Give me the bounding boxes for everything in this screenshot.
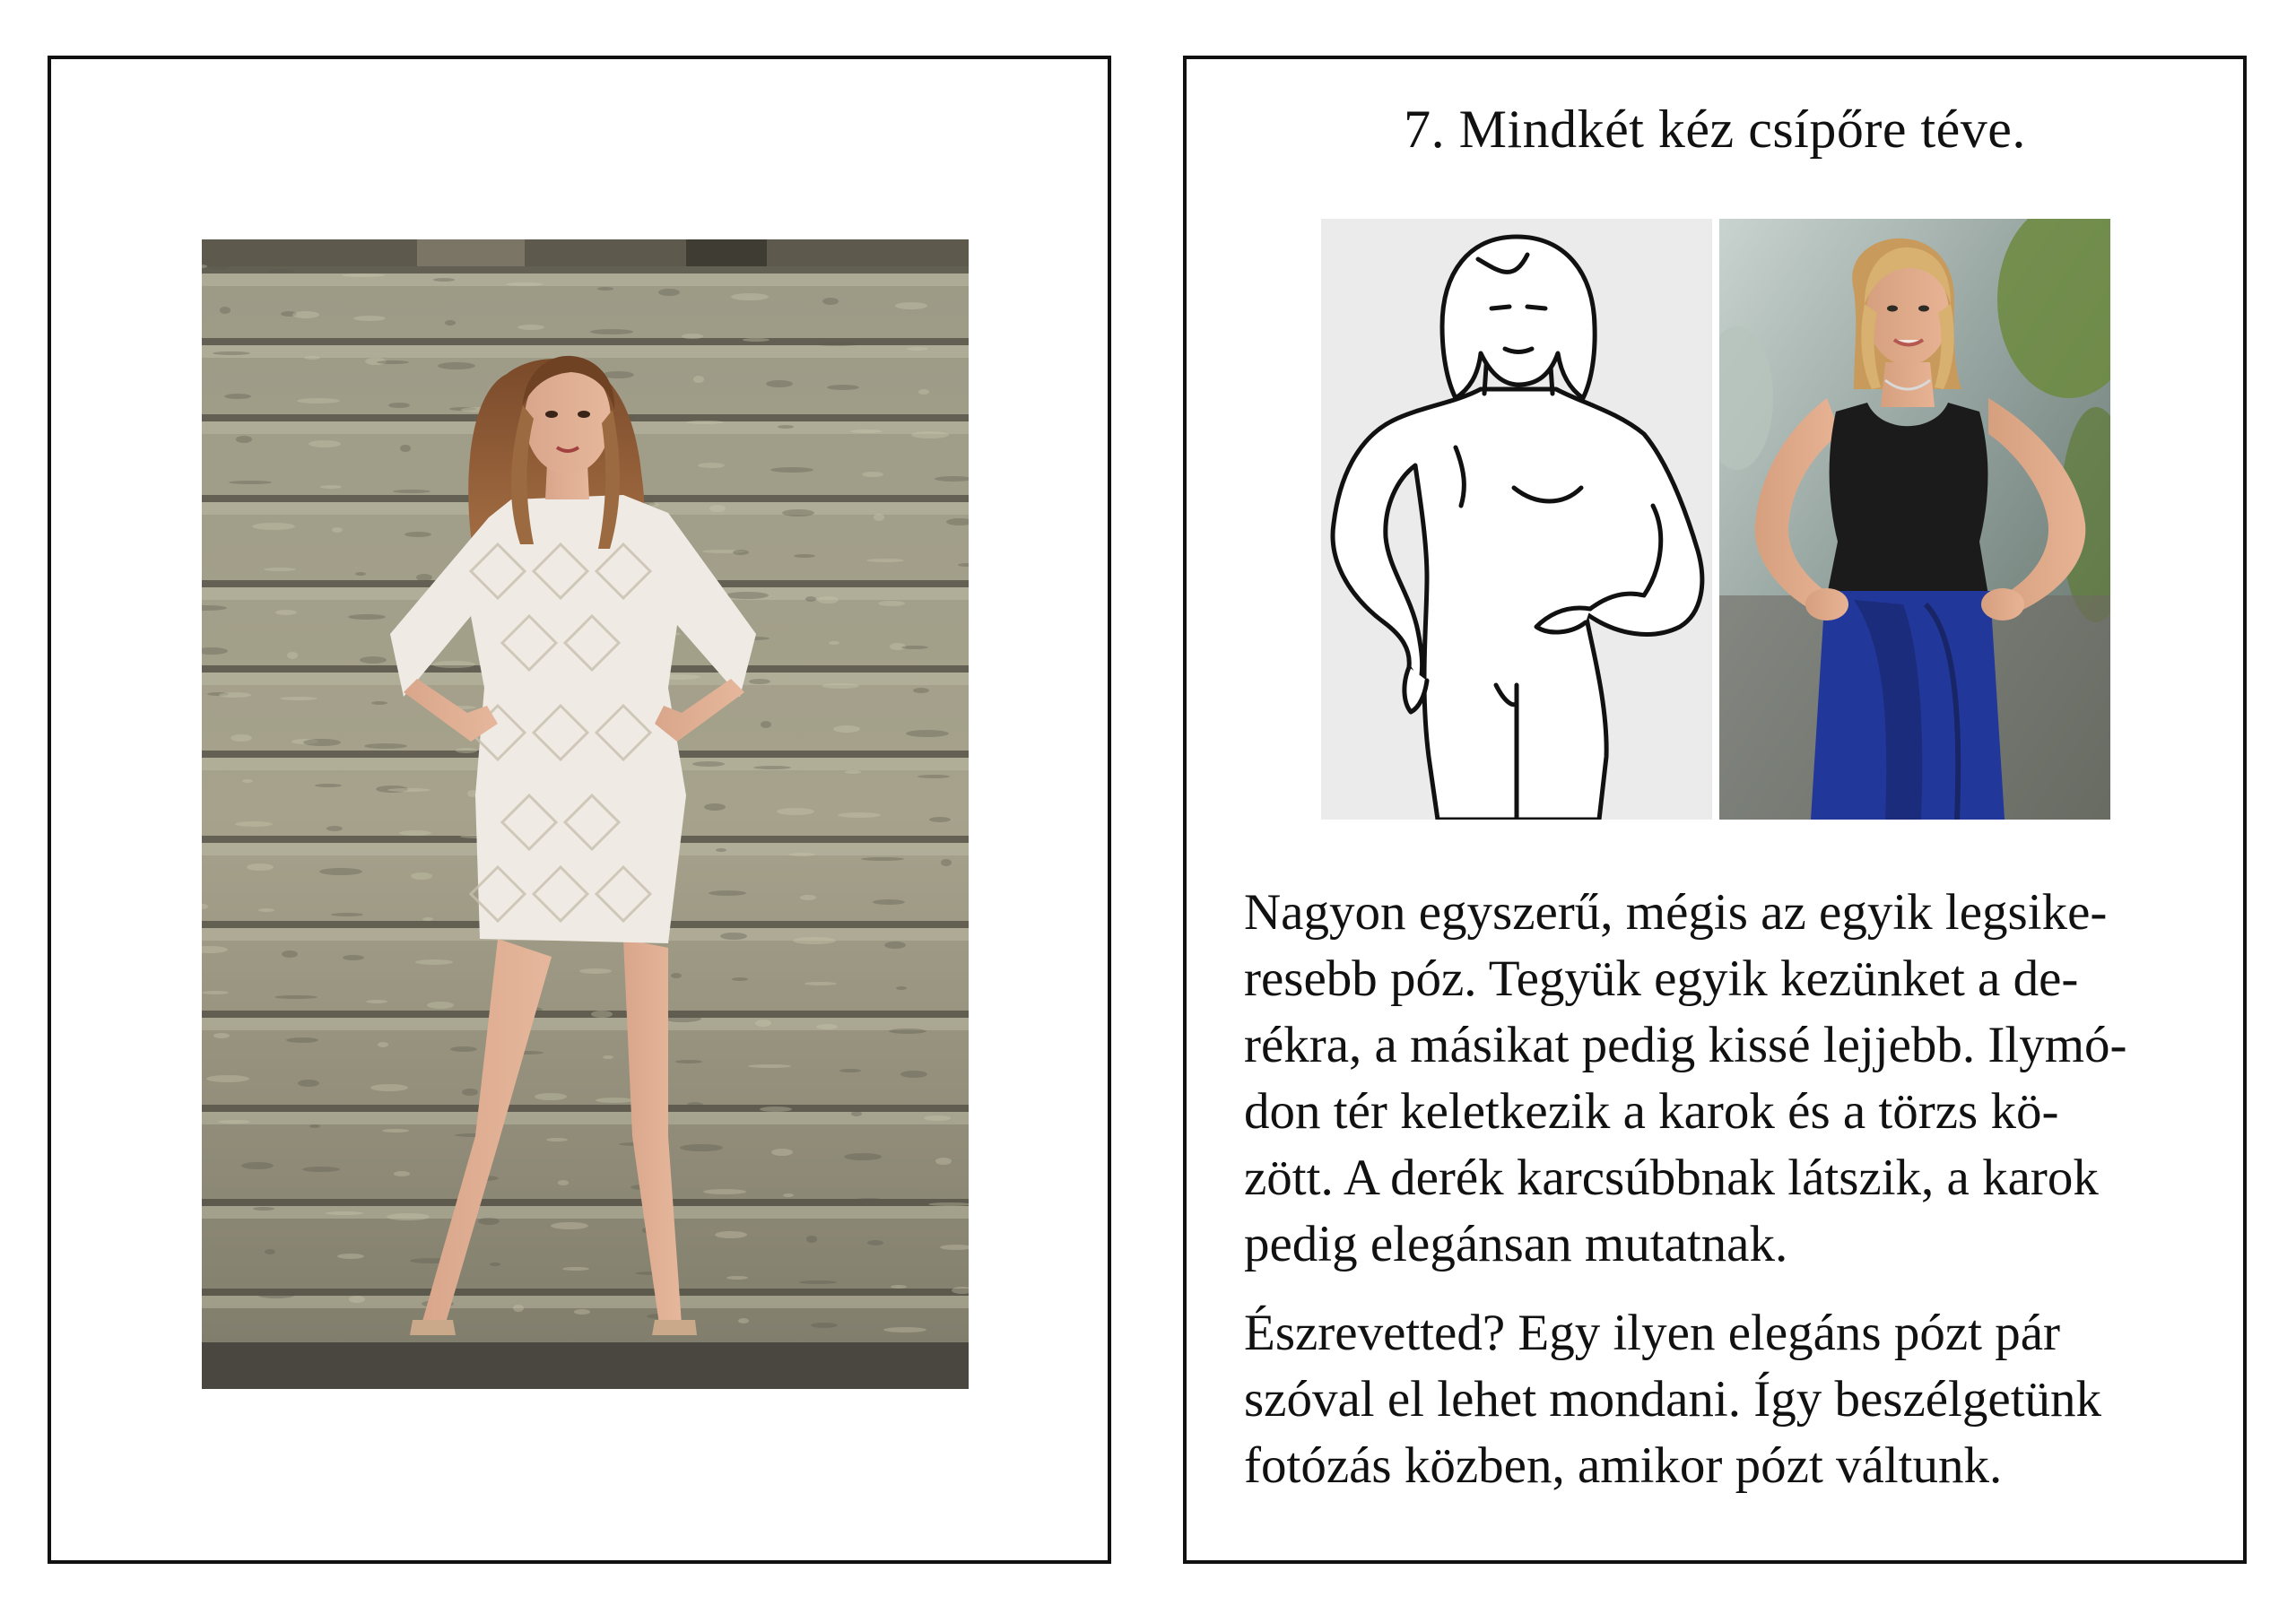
right-page <box>1183 56 2247 1564</box>
pose-photo-image <box>1719 219 2110 820</box>
pose-sketch-drawing <box>1321 219 1712 820</box>
model-photo <box>202 239 969 1389</box>
pose-description-paragraph: Nagyon egyszerű, mégis az egyik legsike- resebb póz. Tegyük egyik kezünket a de- rékra, a másikat pedig kissé lejjebb. Ilymó- don tér keletkezik a karok és a törzs kö- zött. A derék karcsúbbnak látszik, a karok pedig elegánsan mutatnak. <box>1244 884 2127 1272</box>
pose-tip-paragraph: Észrevetted? Egy ilyen elegáns pózt pár szóval el lehet mondani. Így beszélgetünk fotózás közben, amikor pózt váltunk. <box>1244 1305 2102 1494</box>
pose-photo <box>1719 219 2110 820</box>
pose-sketch <box>1321 219 1712 820</box>
model-photo-image <box>202 239 969 1389</box>
pose-heading: 7. Mindkét kéz csípőre téve. <box>1404 100 2026 159</box>
left-page <box>48 56 1111 1564</box>
